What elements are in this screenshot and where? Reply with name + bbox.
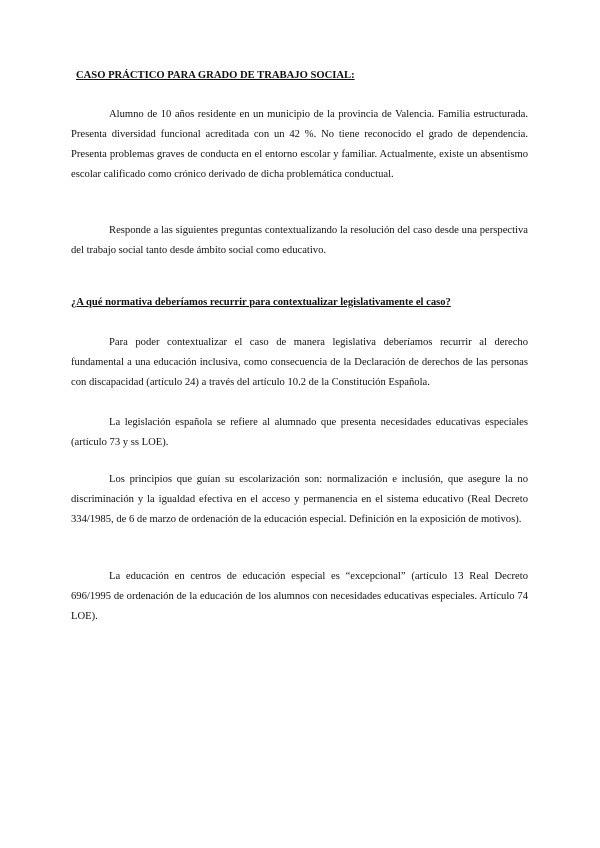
answer-paragraph-3: Los principios que guían su escolarización son: normalización e inclusión, que asegure la no discriminación y la igualdad efectiva en el acceso y permanencia en el sistema educativo (Real Decreto 334/1985, de 6 de marzo de ordenación de la educación especial. Definición en la exposición de motivos).: [71, 474, 528, 525]
question-heading: ¿A qué normativa deberíamos recurrir para contextualizar legislativamente el caso?: [71, 297, 451, 308]
answer-paragraph-1: Para poder contextualizar el caso de manera legislativa deberíamos recurrir al derecho fundamental a una educación inclusiva, como consecuencia de la Declaración de derechos de las personas con discapacidad (artículo 24) a través del artículo 10.2 de la Constitución Española.: [71, 337, 528, 388]
document-title: CASO PRÁCTICO PARA GRADO DE TRABAJO SOCIAL:: [76, 70, 355, 81]
answer-paragraph-4: La educación en centros de educación especial es “excepcional” (artículo 13 Real Decreto 696/1995 de ordenación de la educación de los alumnos con necesidades educativas especiales. Artículo 74 LOE).: [71, 571, 528, 622]
instructions-paragraph: Responde a las siguientes preguntas contextualizando la resolución del caso desde una perspectiva del trabajo social tanto desde ámbito social como educativo.: [71, 225, 528, 256]
answer-paragraph-2: La legislación española se refiere al alumnado que presenta necesidades educativas especiales (artículo 73 y ss LOE).: [71, 417, 528, 448]
case-description-paragraph: Alumno de 10 años residente en un municipio de la provincia de Valencia. Familia estructurada. Presenta diversidad funcional acreditada con un 42 %. No tiene reconocido el grado de dependencia. Presenta problemas graves de conducta en el entorno escolar y familiar. Actualmente, existe un absentismo escolar calificado como crónico derivado de dicha problemática conductual.: [71, 109, 528, 180]
